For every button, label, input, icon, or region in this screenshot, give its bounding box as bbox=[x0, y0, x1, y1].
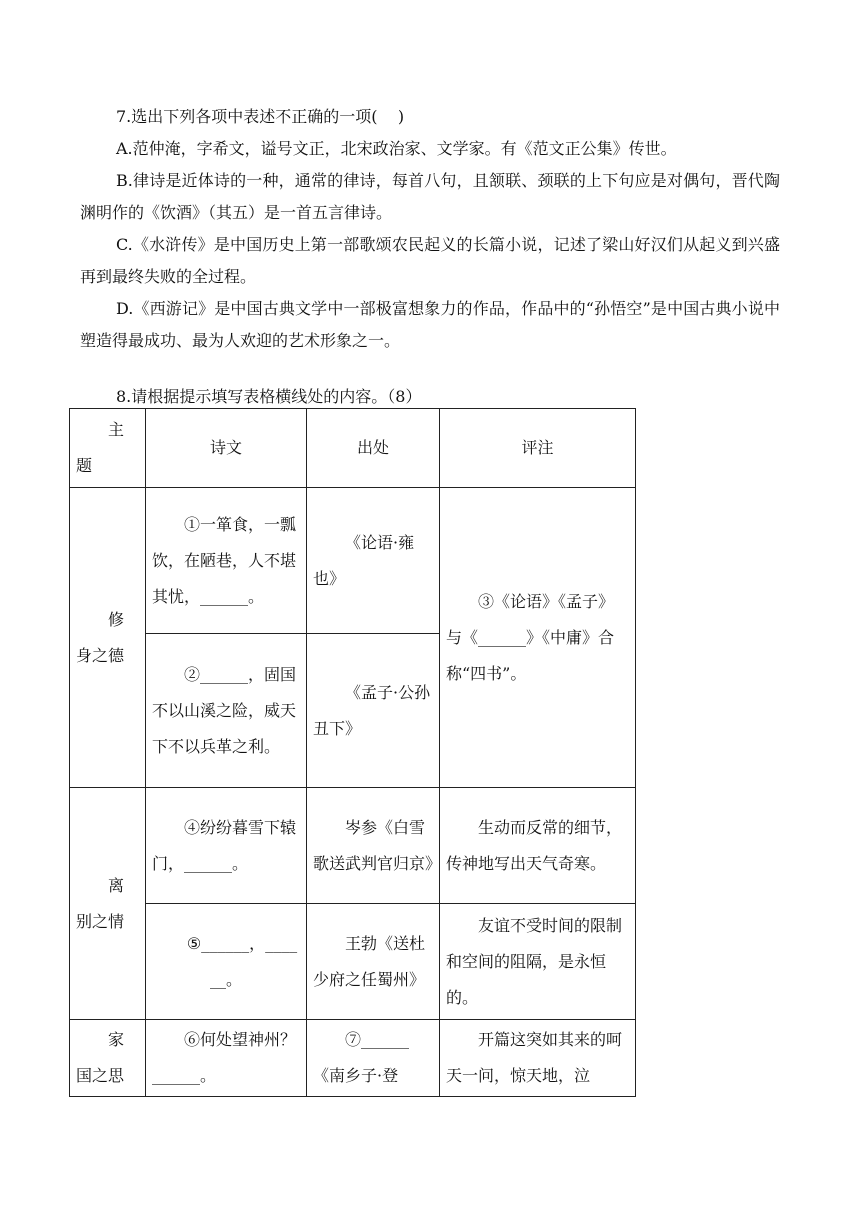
table-row bbox=[70, 904, 636, 1020]
source-cell: 岑参《白雪歌送武判官归京》 bbox=[307, 788, 440, 904]
option-a: A.范仲淹，字希文，谥号文正，北宋政治家、文学家。有《范文正公集》传世。 bbox=[116, 139, 677, 158]
option-c: C.《水浒传》是中国历史上第一部歌颂农民起义的长篇小说，记述了梁山好汉们从起义到兴盛再到最终失败的全过程。 bbox=[80, 235, 780, 286]
theme-cell: 家国之思 bbox=[70, 1020, 146, 1097]
note-cell: 开篇这突如其来的呵天一问，惊天地，泣 bbox=[440, 1020, 636, 1097]
poem-cell: ①一箪食，一瓢饮，在陋巷，人不堪其忧，______。 bbox=[146, 488, 307, 634]
poem-cell: ⑥何处望神州？______。 bbox=[146, 1020, 307, 1097]
option-d: D.《西游记》是中国古典文学中一部极富想象力的作品，作品中的“孙悟空”是中国古典小说中塑造得最成功、最为人欢迎的艺术形象之一。 bbox=[80, 299, 780, 350]
note-cell: 友谊不受时间的限制和空间的阻隔，是永恒的。 bbox=[440, 904, 636, 1020]
table-row bbox=[70, 788, 636, 904]
source-cell: 《孟子·公孙丑下》 bbox=[307, 634, 440, 788]
poem-cell: ⑤______，______。 bbox=[146, 904, 307, 1020]
poem-cell: ②______，固国不以山溪之险，威天下不以兵革之利。 bbox=[146, 634, 307, 788]
poem-cell: ④纷纷暮雪下辕门，______。 bbox=[146, 788, 307, 904]
question-8-stem: 8.请根据提示填写表格横线处的内容。（8） bbox=[116, 387, 422, 406]
source-cell: 王勃《送杜少府之任蜀州》 bbox=[307, 904, 440, 1020]
table-header-row bbox=[70, 409, 636, 488]
option-b: B.律诗是近体诗的一种，通常的律诗，每首八句，且颔联、颈联的上下句应是对偶句，晋代陶渊明作的《饮酒》（其五）是一首五言律诗。 bbox=[80, 171, 780, 222]
header-source: 出处 bbox=[307, 409, 440, 488]
table-row bbox=[70, 488, 636, 634]
table-row bbox=[70, 1020, 636, 1097]
answer-table bbox=[69, 408, 636, 1097]
theme-cell: 离别之情 bbox=[70, 788, 146, 1020]
source-cell: ⑦______《南乡子·登 bbox=[307, 1020, 440, 1097]
header-theme: 主题 bbox=[70, 409, 146, 488]
source-cell: 《论语·雍也》 bbox=[307, 488, 440, 634]
header-poem: 诗文 bbox=[146, 409, 307, 488]
theme-cell: 修身之德 bbox=[70, 488, 146, 788]
question-7 bbox=[80, 101, 780, 357]
header-note: 评注 bbox=[440, 409, 636, 488]
question-7-stem: 7.选出下列各项中表述不正确的一项( ) bbox=[116, 107, 405, 126]
note-cell: 生动而反常的细节，传神地写出天气奇寒。 bbox=[440, 788, 636, 904]
note-cell: ③《论语》《孟子》与《______》《中庸》合称“四书”。 bbox=[440, 488, 636, 788]
